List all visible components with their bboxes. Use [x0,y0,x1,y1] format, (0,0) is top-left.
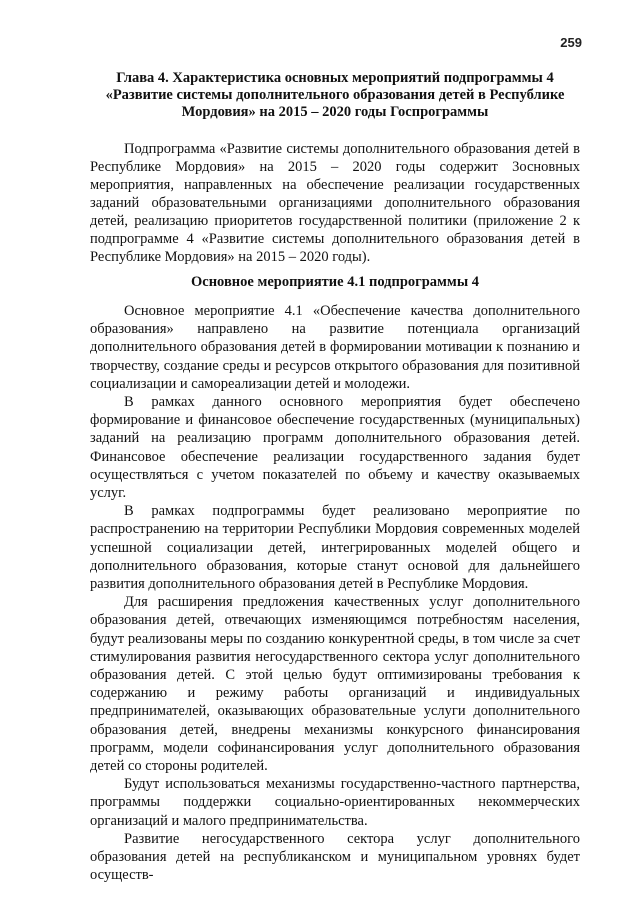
chapter-title: Глава 4. Характеристика основных мероприятий подпрограммы 4 «Развитие системы дополнительного образования детей в Республике Мордовия» на 2015 – 2020 годы Госпрограммы [105,70,565,120]
paragraph: В рамках подпрограммы будет реализовано мероприятие по распространению на территории Республики Мордовия современных моделей успешной социализации детей, интегрированных моделей общего и дополнительного образования, которые станут основой для дальнейшего развития дополнительного образования детей в Республике Мордовия. [90,503,580,593]
paragraph: Для расширения предложения качественных услуг дополнительного образования детей, отвечающих изменяющимся потребностям населения, будут реализованы меры по созданию конкурентной среды, в том числе за счет стимулирования развития негосударственного сектора услуг дополнительного образования детей. С этой целью будут оптимизированы требования к содержанию и режиму работы организаций и индивидуальных предпринимателей, оказывающих образовательные услуги дополнительного образования детей, внедрены механизмы конкурсного финансирования программ, модели софинансирования услуг дополнительного образования детей со стороны родителей. [90,594,580,775]
paragraph: Развитие негосударственного сектора услуг дополнительного образования детей на республиканском и муниципальном уровнях будет осуществ- [90,830,580,884]
paragraph: Основное мероприятие 4.1 «Обеспечение качества дополнительного образования» направлено на развитие потенциала организаций дополнительного образования детей в формировании мотивации к познанию и творчеству, создание среды и ресурсов открытого образования для позитивной социализации и самореализации детей и молодежи. [90,303,580,392]
paragraph: Будут использоваться механизмы государственно-частного партнерства, программы поддержки социально-ориентированных некоммерческих организаций и малого предпринимательства. [90,776,580,829]
paragraph: В рамках данного основного мероприятия будет обеспечено формирование и финансовое обеспечение государственных (муниципальных) заданий на реализацию программ дополнительного образования детей. Финансовое обеспечение реализации государственного задания будет осуществляться с учетом показателей по объему и качеству оказываемых услуг. [90,394,580,502]
section-title: Основное мероприятие 4.1 подпрограммы 4 [190,274,480,290]
page-number: 259 [560,35,582,50]
intro-paragraph: Подпрограмма «Развитие системы дополнительного образования детей в Республике Мордовия» на 2015 – 2020 годы содержит 3основных мероприятия, направленных на обеспечение реализации государственных заданий образовательными организациями дополнительного образования детей, реализацию приоритетов государственной политики (приложение 2 к подпрограмме 4 «Развитие системы дополнительного образования детей в Республике Мордовия» на 2015 – 2020 годы). [90,141,580,265]
section-body [90,302,580,885]
